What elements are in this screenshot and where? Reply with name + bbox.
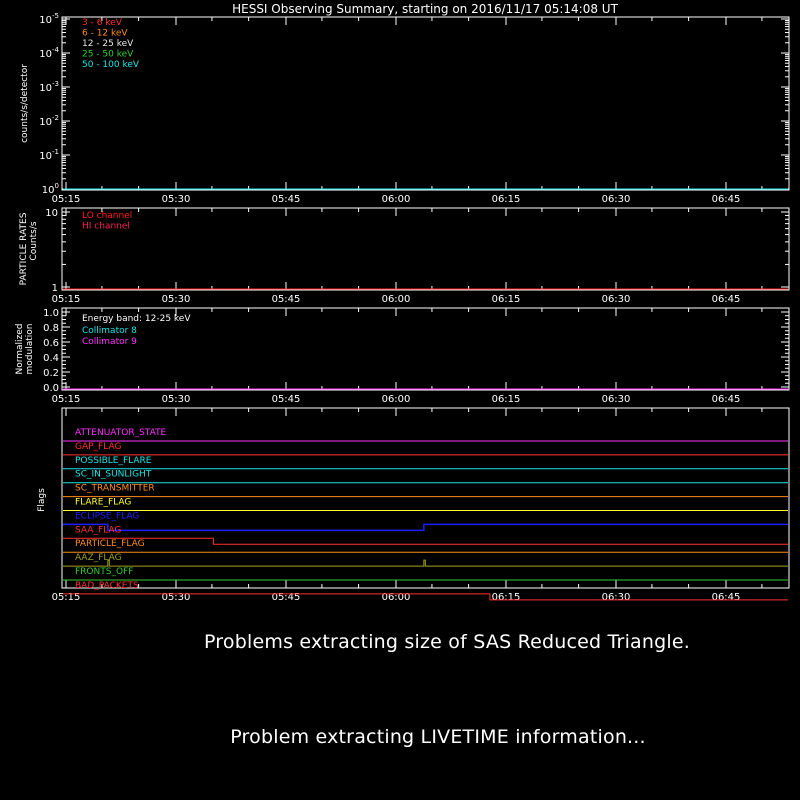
flag-label: POSSIBLE_FLARE [75,455,152,466]
y-tick-label: 0.0 [43,383,59,394]
y-tick-label: 1 [51,283,58,294]
flag-line [63,524,788,530]
x-tick-label: 05:30 [161,294,191,305]
flag-label: SAA_FLAG [75,525,122,536]
x-tick-label: 06:30 [601,394,631,405]
y-tick-label: $10^{-5}$ [39,12,59,26]
y-tick-label: 0.2 [43,368,59,379]
legend-entry: 12 - 25 keV [82,39,134,49]
legend-entry: Collimator 9 [82,337,137,347]
x-tick-label: 06:30 [601,592,631,603]
legend-entry: 25 - 50 keV [82,49,134,60]
y-axis-label-2: Counts/s [29,221,39,261]
y-tick-label: $10^{-4}$ [39,46,59,60]
legend-entry: 6 - 12 keV [82,28,128,39]
y-tick-label: 1.0 [43,308,59,319]
x-tick-label: 06:15 [491,592,521,603]
flag-label: ECLIPSE_FLAG [75,511,140,522]
x-tick-label: 05:15 [51,592,81,603]
x-tick-label: 06:15 [491,294,521,305]
flag-label: GAP_FLAG [75,441,122,452]
y-tick-label: $10^0$ [41,182,59,196]
flag-label: PARTICLE_FLAG [75,539,145,550]
x-tick-label: 06:00 [381,394,411,405]
x-tick-label: 06:30 [601,294,631,305]
x-tick-label: 05:15 [51,394,81,405]
y-tick-label: 10 [45,208,58,219]
flag-line [63,560,788,566]
x-tick-label: 06:45 [711,394,741,405]
y-axis-label: PARTICLE RATES [19,212,29,286]
x-tick-label: 06:15 [491,194,521,205]
flag-label: BAD_PACKETS [75,580,139,591]
sas-error-message: Problems extracting size of SAS Reduced Triangle. [203,631,690,653]
legend-entry: Collimator 8 [82,326,137,336]
y-axis-label: Normalized [15,323,25,375]
x-tick-label: 06:45 [711,294,741,305]
x-tick-label: 05:30 [161,592,191,603]
x-tick-label: 06:45 [711,194,741,205]
x-tick-label: 05:30 [161,194,191,205]
y-axis-label-2: modulation [25,323,35,375]
y-tick-label: 0.8 [43,323,59,334]
x-tick-label: 06:30 [601,194,631,205]
panel-frame-2 [62,208,789,290]
y-tick-label: $10^{-1}$ [39,148,59,162]
legend-entry: 3 - 6 keV [82,18,122,28]
x-tick-label: 06:00 [381,294,411,305]
flag-label: SC_TRANSMITTER [75,483,155,494]
y-tick-label: 0.6 [43,338,59,349]
x-tick-label: 05:45 [271,294,301,305]
panel-frame-1 [62,17,789,190]
legend-entry: LO channel [82,211,133,221]
x-tick-label: 05:45 [271,394,301,405]
y-axis-label: Flags [37,488,47,512]
x-tick-label: 05:45 [271,592,301,603]
x-tick-label: 06:00 [381,592,411,603]
y-axis-label: counts/s/detector [20,64,30,143]
legend-entry: HI channel [82,221,130,232]
x-tick-label: 06:45 [711,592,741,603]
y-tick-label: 0.4 [43,353,59,364]
y-tick-label: $10^{-2}$ [39,114,59,128]
y-tick-label: $10^{-3}$ [39,80,59,94]
flag-label: SC_IN_SUNLIGHT [75,469,152,480]
livetime-error-message: Problem extracting LIVETIME information... [230,726,646,748]
x-tick-label: 05:15 [51,194,81,205]
figure-title: HESSI Observing Summary, starting on 2016/11/17 05:14:08 UT [232,2,618,16]
flag-line [63,538,788,544]
energy-band-annotation: Energy band: 12-25 keV [82,314,191,324]
flag-label: ATTENUATOR_STATE [75,428,167,438]
x-tick-label: 05:30 [161,394,191,405]
flag-label: FRONTS_OFF [75,567,134,577]
x-tick-label: 06:00 [381,194,411,205]
flag-label: AAZ_FLAG [75,553,122,564]
legend-entry: 50 - 100 keV [82,60,140,70]
x-tick-label: 05:45 [271,194,301,205]
x-tick-label: 06:15 [491,394,521,405]
x-tick-label: 05:15 [51,294,81,305]
flag-label: FLARE_FLAG [75,497,132,508]
